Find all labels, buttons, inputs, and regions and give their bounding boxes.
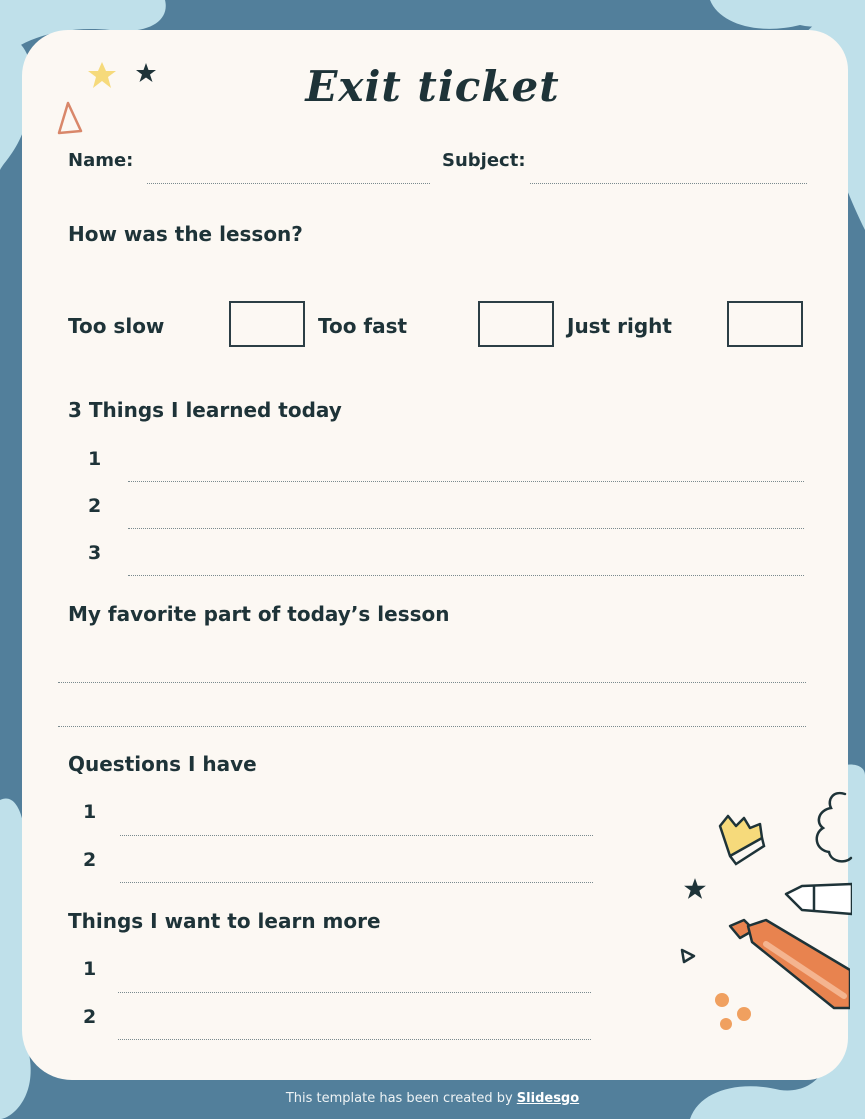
subject-label: Subject:	[442, 150, 526, 171]
slidesgo-link[interactable]: Slidesgo	[516, 1091, 580, 1106]
learned-line-2[interactable]	[128, 528, 804, 529]
questions-heading: Questions I have	[68, 752, 257, 776]
cloud-icon	[805, 788, 853, 868]
learned-heading: 3 Things I learned today	[68, 398, 342, 422]
learn-more-number: 1	[83, 958, 97, 980]
learned-number: 3	[88, 542, 102, 564]
learn-more-line-1[interactable]	[118, 992, 591, 993]
learn-more-line-2[interactable]	[118, 1039, 591, 1040]
footer-text: This template has been created by	[285, 1091, 517, 1106]
triangle-icon	[678, 946, 698, 966]
star-icon	[683, 876, 707, 902]
name-field[interactable]	[147, 183, 430, 184]
pen-cap-icon	[782, 876, 852, 920]
learned-line-3[interactable]	[128, 575, 804, 576]
subject-field[interactable]	[530, 183, 807, 184]
too-slow-checkbox[interactable]	[229, 301, 305, 347]
learned-line-1[interactable]	[128, 481, 804, 482]
option-too-slow-label: Too slow	[68, 314, 165, 338]
favorite-line-1[interactable]	[58, 682, 806, 683]
too-fast-checkbox[interactable]	[478, 301, 554, 347]
learn-more-number: 2	[83, 1006, 97, 1028]
learned-number: 1	[88, 448, 102, 470]
option-just-right-label: Just right	[567, 314, 672, 338]
footer-credit	[0, 1091, 865, 1106]
lesson-question: How was the lesson?	[68, 222, 303, 246]
questions-number: 2	[83, 849, 97, 871]
questions-number: 1	[83, 801, 97, 823]
option-too-fast-label: Too fast	[318, 314, 408, 338]
just-right-checkbox[interactable]	[727, 301, 803, 347]
crayon-tip-icon	[714, 812, 772, 868]
question-line-1[interactable]	[120, 835, 593, 836]
learned-number: 2	[88, 495, 102, 517]
page-title: Exit ticket	[305, 62, 560, 111]
learn-more-heading: Things I want to learn more	[68, 909, 381, 933]
dots-icon	[712, 990, 756, 1034]
question-line-2[interactable]	[120, 882, 593, 883]
favorite-line-2[interactable]	[58, 726, 806, 727]
name-label: Name:	[68, 150, 134, 171]
favorite-heading: My favorite part of today’s lesson	[68, 602, 450, 626]
